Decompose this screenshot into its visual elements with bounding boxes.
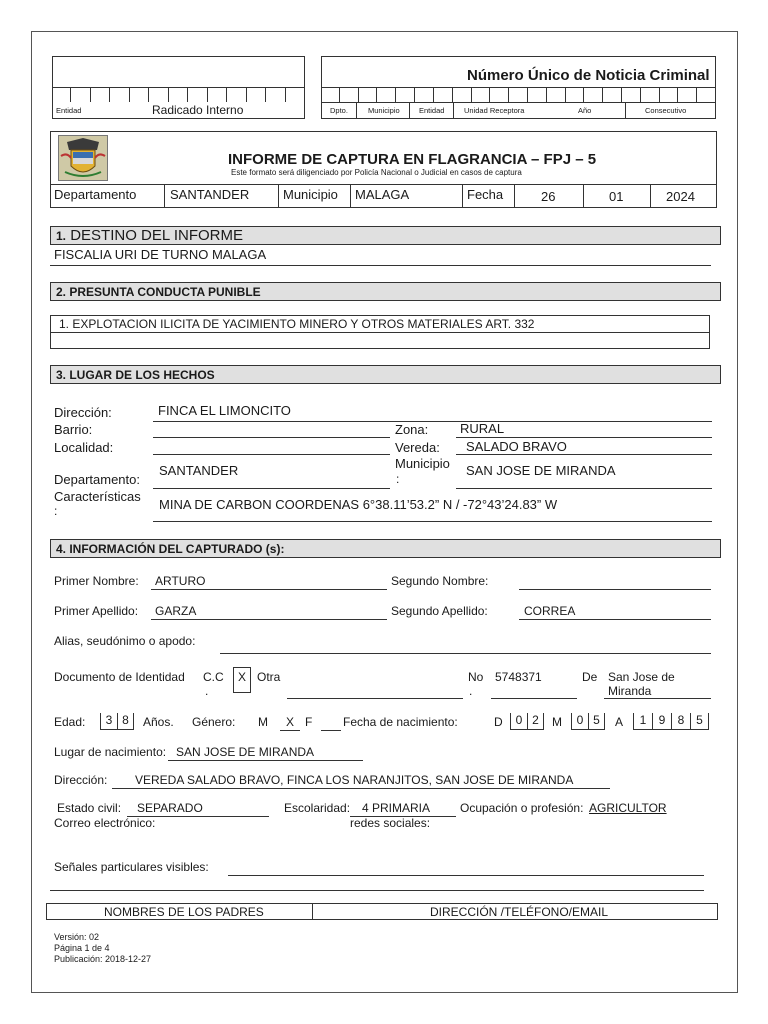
dpto-label: Dpto. [330,106,348,115]
lugar-municipio-colon: : [396,472,400,486]
barrio-label: Barrio: [54,422,93,437]
unidad-receptora-label: Unidad Receptora [464,106,525,115]
d-label: D [494,715,503,729]
section-1-header [50,226,721,245]
section-1-title: DESTINO DEL INFORME [70,227,243,244]
anos-label: Años. [143,715,174,729]
caracteristicas-colon: : [54,504,58,518]
mes-label: M [552,715,562,729]
vereda-label: Vereda: [395,440,440,455]
document-page [31,31,738,993]
genero-label: Género: [192,715,236,729]
edad-digit-2: 8 [117,713,134,730]
fecha-dia: 26 [541,189,556,204]
departamento-label: Departamento [54,187,137,202]
fecha-nacimiento-label: Fecha de nacimiento: [343,715,458,729]
capturado-direccion-label: Dirección: [54,773,108,787]
no-dot: . [469,684,473,698]
escolaridad-value: 4 PRIMARIA [362,801,431,815]
primer-nombre-value: ARTURO [155,574,206,588]
form-title: INFORME DE CAPTURA EN FLAGRANCIA – FPJ – 5 [228,151,597,168]
vereda-value: SALADO BRAVO [466,439,567,454]
edad-label: Edad: [54,715,86,729]
direccion-column-header: DIRECCIÓN /TELÉFONO/EMAIL [430,905,609,919]
nac-dia-2: 2 [527,713,544,730]
cc-checkbox[interactable]: X [233,667,251,693]
zona-label: Zona: [395,422,429,437]
nac-anio-1: 1 [633,713,652,730]
destino-value: FISCALIA URI DE TURNO MALAGA [54,247,267,262]
localidad-label: Localidad: [54,440,114,455]
capturado-direccion-value: VEREDA SALADO BRAVO, FINCA LOS NARANJITOS, SAN JOSE DE MIRANDA [135,773,574,787]
lugar-direccion-value: FINCA EL LIMONCITO [158,403,291,418]
caracteristicas-value: MINA DE CARBON COORDENAS 6°38.11’53.2” N / -72°43’24.83” W [159,497,558,512]
cc-label: C.C [203,670,224,684]
fecha-mes: 01 [609,189,624,204]
documento-label: Documento de Identidad [54,670,185,684]
documento-numero: 5748371 [495,670,542,684]
lugar-departamento-label: Departamento: [54,472,140,487]
correo-label: Correo electrónico: [54,816,156,830]
consecutivo-label: Consecutivo [645,106,687,115]
noticia-criminal-title: Número Único de Noticia Criminal [467,67,710,84]
departamento-value: SANTANDER [170,187,250,202]
segundo-apellido-label: Segundo Apellido: [391,604,488,618]
de-value-line1: San Jose de [608,670,675,684]
lugar-nacimiento-value: SAN JOSE DE MIRANDA [176,745,315,759]
estado-civil-value: SEPARADO [137,801,203,815]
section-1-number: 1. [56,229,67,243]
nac-anio-2: 9 [652,713,671,730]
nac-anio-4: 5 [690,713,709,730]
edad-digit-1: 3 [100,713,117,730]
municipio-label: Municipio [283,187,338,202]
senales-label: Señales particulares visibles: [54,860,209,874]
section-2-header: 2. PRESUNTA CONDUCTA PUNIBLE [50,282,721,301]
no-label: No [468,670,484,684]
a-label: A [615,715,624,729]
ocupacion-label: Ocupación o profesión: [460,801,584,815]
redes-sociales-label: redes sociales: [350,816,431,830]
nac-dia-1: 0 [510,713,527,730]
estado-civil-label: Estado civil: [57,801,122,815]
municipio-code-label: Municipio [368,106,400,115]
de-value-line2: Miranda [608,684,652,698]
segundo-nombre-label: Segundo Nombre: [391,574,489,588]
lugar-direccion-label: Dirección: [54,405,112,420]
padres-column-header: NOMBRES DE LOS PADRES [104,905,264,919]
primer-apellido-value: GARZA [155,604,197,618]
ocupacion-value: AGRICULTOR [589,801,667,815]
entidad-label: Entidad [56,106,82,115]
cc-dot: . [205,684,209,698]
m-label: M [258,715,268,729]
nac-mes-2: 5 [588,713,605,730]
zona-value: RURAL [460,421,505,436]
section-4-header: 4. INFORMACIÓN DEL CAPTURADO (s): [50,539,721,558]
municipio-value: MALAGA [355,187,410,202]
lugar-nacimiento-label: Lugar de nacimiento: [54,745,167,759]
radicado-label: Radicado Interno [152,103,244,117]
anio-code-label: Año [578,106,592,115]
primer-nombre-label: Primer Nombre: [54,574,139,588]
segundo-apellido-value: CORREA [524,604,576,618]
alias-label: Alias, seudónimo o apodo: [54,634,196,648]
footer-pagina: Página 1 de 4 [54,943,110,953]
primer-apellido-label: Primer Apellido: [54,604,139,618]
conducta-item: 1. EXPLOTACION ILICITA DE YACIMIENTO MINERO Y OTROS MATERIALES ART. 332 [59,317,535,331]
section-3-header: 3. LUGAR DE LOS HECHOS [50,365,721,384]
nac-mes-1: 0 [571,713,588,730]
lugar-municipio-value: SAN JOSE DE MIRANDA [466,463,616,478]
coat-of-arms-icon [58,135,108,181]
nac-anio-3: 8 [671,713,690,730]
genero-m-value[interactable]: X [286,715,295,729]
fecha-anio: 2024 [666,189,695,204]
footer-version: Versión: 02 [54,932,100,942]
caracteristicas-label: Características [54,489,141,504]
escolaridad-label: Escolaridad: [284,801,351,815]
entidad-code-label: Entidad [419,106,445,115]
lugar-departamento-value: SANTANDER [159,463,239,478]
de-label: De [582,670,598,684]
fecha-label: Fecha [467,187,504,202]
lugar-municipio-label: Municipio [395,456,450,471]
f-label: F [305,715,313,729]
form-subtitle: Este formato será diligenciado por Policía Nacional o Judicial en casos de captura [231,168,522,177]
footer-publicacion: Publicación: 2018-12-27 [54,954,152,964]
otra-label: Otra [257,670,281,684]
